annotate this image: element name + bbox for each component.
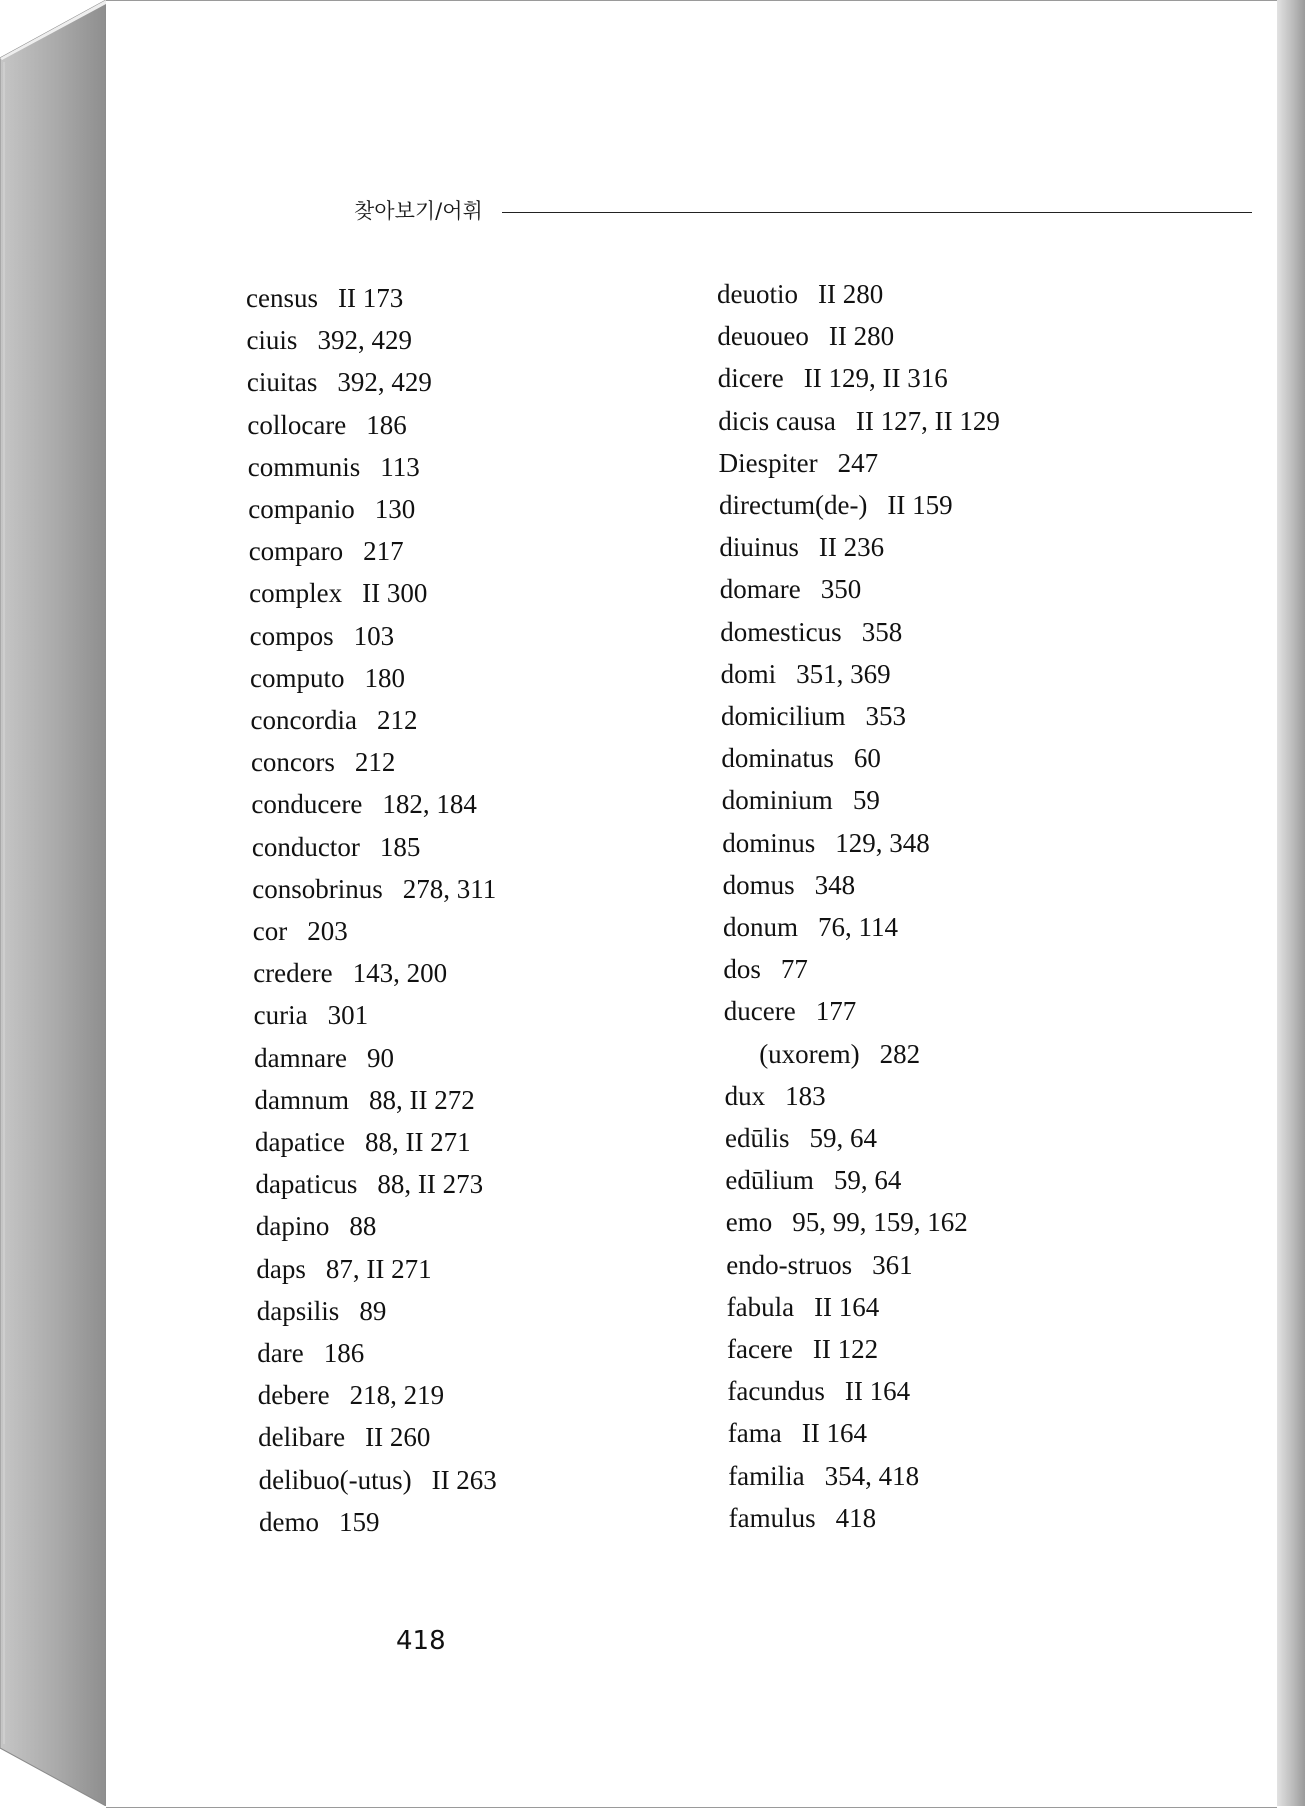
index-entry <box>247 363 432 401</box>
index-entry <box>250 617 395 655</box>
index-entry <box>251 785 476 823</box>
index-term: dare <box>257 1338 304 1368</box>
index-term: familia <box>728 1460 805 1491</box>
index-page-refs: 418 <box>835 1502 877 1533</box>
index-page-refs: II 280 <box>818 279 884 309</box>
index-entry <box>259 1503 380 1541</box>
book-spine <box>0 0 108 1806</box>
index-page-refs: 59, 64 <box>809 1123 877 1153</box>
index-page-refs: 353 <box>865 701 906 731</box>
index-term: diuinus <box>719 532 799 563</box>
index-entry <box>720 613 902 651</box>
index-entry <box>727 1330 878 1368</box>
index-page-refs: 212 <box>354 747 396 778</box>
index-page-refs: 76, 114 <box>818 912 899 942</box>
index-entry <box>723 908 898 946</box>
index-page-refs: II 300 <box>362 578 428 609</box>
index-term: dapsilis <box>256 1295 340 1326</box>
index-page-refs: 59, 64 <box>833 1165 902 1196</box>
index-entry <box>723 866 856 904</box>
index-term: facundus <box>727 1376 825 1407</box>
book-spine-shape <box>0 0 108 1806</box>
index-page-refs: 88, II 271 <box>364 1127 471 1157</box>
index-page-refs: 103 <box>353 620 395 651</box>
index-entry <box>249 532 404 570</box>
index-page-refs: 217 <box>363 536 404 567</box>
index-entry <box>725 1161 901 1199</box>
index-page-refs: 113 <box>380 451 420 482</box>
index-entry <box>254 996 368 1034</box>
index-entry <box>727 1288 880 1326</box>
index-term: credere <box>253 958 333 989</box>
index-entry <box>248 448 420 486</box>
index-entry <box>718 359 948 397</box>
index-page-refs: 301 <box>327 1000 369 1031</box>
index-term: dominium <box>721 785 833 816</box>
index-term: ducere <box>723 996 796 1027</box>
index-term: conductor <box>251 831 360 862</box>
index-term: famulus <box>728 1502 816 1533</box>
index-term: dapatice <box>255 1127 345 1157</box>
index-term: compos <box>249 620 334 651</box>
index-term: dominatus <box>721 743 834 774</box>
index-term: demo <box>259 1506 320 1537</box>
index-page-refs: 186 <box>366 409 407 440</box>
index-entry <box>258 1418 430 1456</box>
book-page <box>106 0 1277 1808</box>
index-page-refs: 203 <box>307 916 348 946</box>
index-page-refs: II 263 <box>431 1464 497 1495</box>
index-page-refs: 351, 369 <box>796 658 891 689</box>
index-term: fama <box>727 1418 782 1449</box>
header-title: 찾아보기/어휘 <box>354 199 483 223</box>
index-term: fabula <box>726 1291 795 1322</box>
index-term: dapaticus <box>255 1169 358 1200</box>
index-entry <box>246 321 412 359</box>
index-entry <box>724 992 856 1030</box>
index-page-refs: 185 <box>379 831 421 862</box>
index-entry <box>255 1165 483 1203</box>
index-page-refs: 77 <box>780 954 808 985</box>
index-page-refs: 95, 99, 159, 162 <box>792 1207 968 1238</box>
index-term: domicilium <box>721 701 846 731</box>
index-term: domi <box>720 658 777 689</box>
index-entry <box>720 570 861 608</box>
index-entry <box>253 912 348 950</box>
index-term: deuotio <box>717 279 798 309</box>
index-page-refs: 361 <box>872 1249 913 1280</box>
index-term: conducere <box>251 789 363 820</box>
index-entry <box>254 1039 394 1077</box>
index-term: domare <box>719 574 801 605</box>
index-entry <box>726 1246 912 1284</box>
index-page-refs: II 164 <box>814 1291 880 1322</box>
index-term: census <box>246 283 318 313</box>
index-term: damnare <box>254 1042 348 1073</box>
index-entry <box>725 1119 877 1157</box>
index-page-refs: 60 <box>853 743 881 774</box>
index-entry <box>252 870 496 908</box>
header-rule <box>502 212 1252 213</box>
index-entry <box>258 1376 444 1414</box>
index-page-refs: II 129, II 316 <box>803 363 948 394</box>
index-page-refs: II 236 <box>818 532 885 563</box>
index-entry <box>721 739 881 777</box>
index-entry <box>246 279 403 317</box>
index-term: deuoueo <box>717 321 809 352</box>
index-page-refs: 129, 348 <box>835 827 930 858</box>
running-header <box>354 196 1252 226</box>
index-term: Diespiter <box>718 447 818 478</box>
index-page-refs: 89 <box>359 1295 387 1326</box>
index-term: consobrinus <box>252 873 383 904</box>
index-term: curia <box>253 1000 308 1031</box>
index-page-refs: 247 <box>837 447 879 478</box>
index-term: complex <box>249 578 343 609</box>
index-page-refs: 87, II 271 <box>325 1253 432 1284</box>
index-page-refs: 186 <box>323 1338 365 1368</box>
index-entry <box>726 1203 968 1241</box>
page-number: 418 <box>396 1626 446 1656</box>
index-page-refs: 182, 184 <box>382 789 477 820</box>
index-term: directum(de-) <box>719 490 868 520</box>
index-term: concors <box>250 747 335 778</box>
index-entry <box>257 1334 364 1372</box>
index-page-refs: 180 <box>364 662 406 693</box>
index-entry <box>722 824 930 862</box>
index-page-refs: 177 <box>815 996 857 1027</box>
index-page-refs: II 164 <box>801 1418 867 1449</box>
index-page-refs: 159 <box>339 1506 380 1537</box>
index-entry <box>257 1292 387 1330</box>
index-page-refs: 183 <box>785 1080 826 1111</box>
index-page-refs: 392, 429 <box>317 325 412 356</box>
index-term: emo <box>725 1207 773 1238</box>
index-term: (uxorem) <box>759 1038 860 1069</box>
index-page-refs: 282 <box>879 1038 921 1069</box>
index-page-refs: 218, 219 <box>349 1380 445 1411</box>
index-page-refs: II 164 <box>844 1376 911 1407</box>
index-entry <box>727 1372 910 1410</box>
index-term: collocare <box>247 409 347 440</box>
index-page-refs: 143, 200 <box>352 958 448 989</box>
index-page-refs: 278, 311 <box>402 873 497 904</box>
index-term: edūlis <box>725 1123 790 1153</box>
index-page-refs: 130 <box>374 494 416 524</box>
index-entry <box>255 1123 471 1161</box>
index-entry <box>721 655 891 693</box>
index-page-refs: 88, II 272 <box>369 1084 475 1115</box>
index-entry <box>719 444 878 482</box>
index-page-refs: 88, II 273 <box>377 1169 484 1200</box>
index-term: concordia <box>250 705 357 735</box>
index-term: debere <box>257 1380 330 1411</box>
index-page-refs: II 280 <box>828 321 895 352</box>
index-page-refs: II 159 <box>887 490 953 520</box>
index-term: dicere <box>717 363 784 394</box>
index-entry <box>719 528 884 566</box>
index-term: computo <box>250 662 345 693</box>
index-term: daps <box>256 1253 306 1284</box>
index-entry <box>719 486 953 524</box>
index-term: communis <box>247 451 361 482</box>
index-term: cor <box>252 916 288 946</box>
index-term: dicis causa <box>718 405 836 436</box>
index-entry <box>725 1077 826 1115</box>
index-term: delibare <box>258 1422 346 1453</box>
index-entry <box>728 1414 867 1452</box>
index-term: delibuo(-utus) <box>258 1464 412 1495</box>
index-entry <box>722 781 880 819</box>
index-term: dapino <box>255 1211 330 1242</box>
index-page-refs: 350 <box>820 574 862 605</box>
index-entry <box>759 1035 920 1073</box>
index-page-refs: II 127, II 129 <box>855 405 1000 436</box>
index-entry <box>729 1499 877 1537</box>
index-entry <box>251 701 418 739</box>
index-term: endo-struos <box>726 1249 853 1280</box>
index-entry <box>256 1250 431 1288</box>
index-page-refs: 90 <box>367 1042 395 1073</box>
index-entry <box>717 317 894 355</box>
index-term: edūlium <box>725 1165 814 1196</box>
index-page-refs: 59 <box>852 785 880 816</box>
index-entry <box>250 659 405 697</box>
index-entry <box>717 275 883 313</box>
index-term: facere <box>727 1334 793 1364</box>
index-entry <box>723 950 808 988</box>
index-term: damnum <box>254 1084 350 1115</box>
index-entry <box>718 402 1000 440</box>
index-term: dos <box>723 954 761 985</box>
index-term: comparo <box>248 536 344 567</box>
index-entry <box>249 574 427 612</box>
index-page-refs: II 173 <box>337 283 404 313</box>
index-entry <box>251 743 395 781</box>
index-entry <box>255 1081 475 1119</box>
index-term: companio <box>248 494 355 524</box>
index-entry <box>248 490 415 528</box>
index-page-refs: 354, 418 <box>824 1460 920 1491</box>
index-page-refs: II 122 <box>812 1334 879 1364</box>
index-page-refs: 212 <box>376 705 418 735</box>
index-term: donum <box>723 912 799 942</box>
index-page-refs: 358 <box>861 616 903 647</box>
index-entry <box>252 828 420 866</box>
page-edge-shadow <box>1277 0 1305 1806</box>
index-term: domesticus <box>720 616 842 647</box>
index-term: ciuis <box>246 325 298 356</box>
index-entry <box>256 1207 377 1245</box>
index-entry <box>721 697 906 735</box>
index-term: domus <box>722 869 795 900</box>
index-page-refs: 348 <box>814 869 856 900</box>
index-entry <box>253 954 447 992</box>
index-term: dux <box>724 1080 766 1111</box>
index-entry <box>259 1461 497 1499</box>
index-page-refs: 88 <box>349 1211 377 1242</box>
index-page-refs: II 260 <box>365 1422 431 1453</box>
index-page-refs: 392, 429 <box>337 367 432 398</box>
index-term: dominus <box>722 827 816 858</box>
index-entry <box>728 1457 919 1495</box>
index-entry <box>247 406 406 444</box>
index-term: ciuitas <box>246 367 318 398</box>
